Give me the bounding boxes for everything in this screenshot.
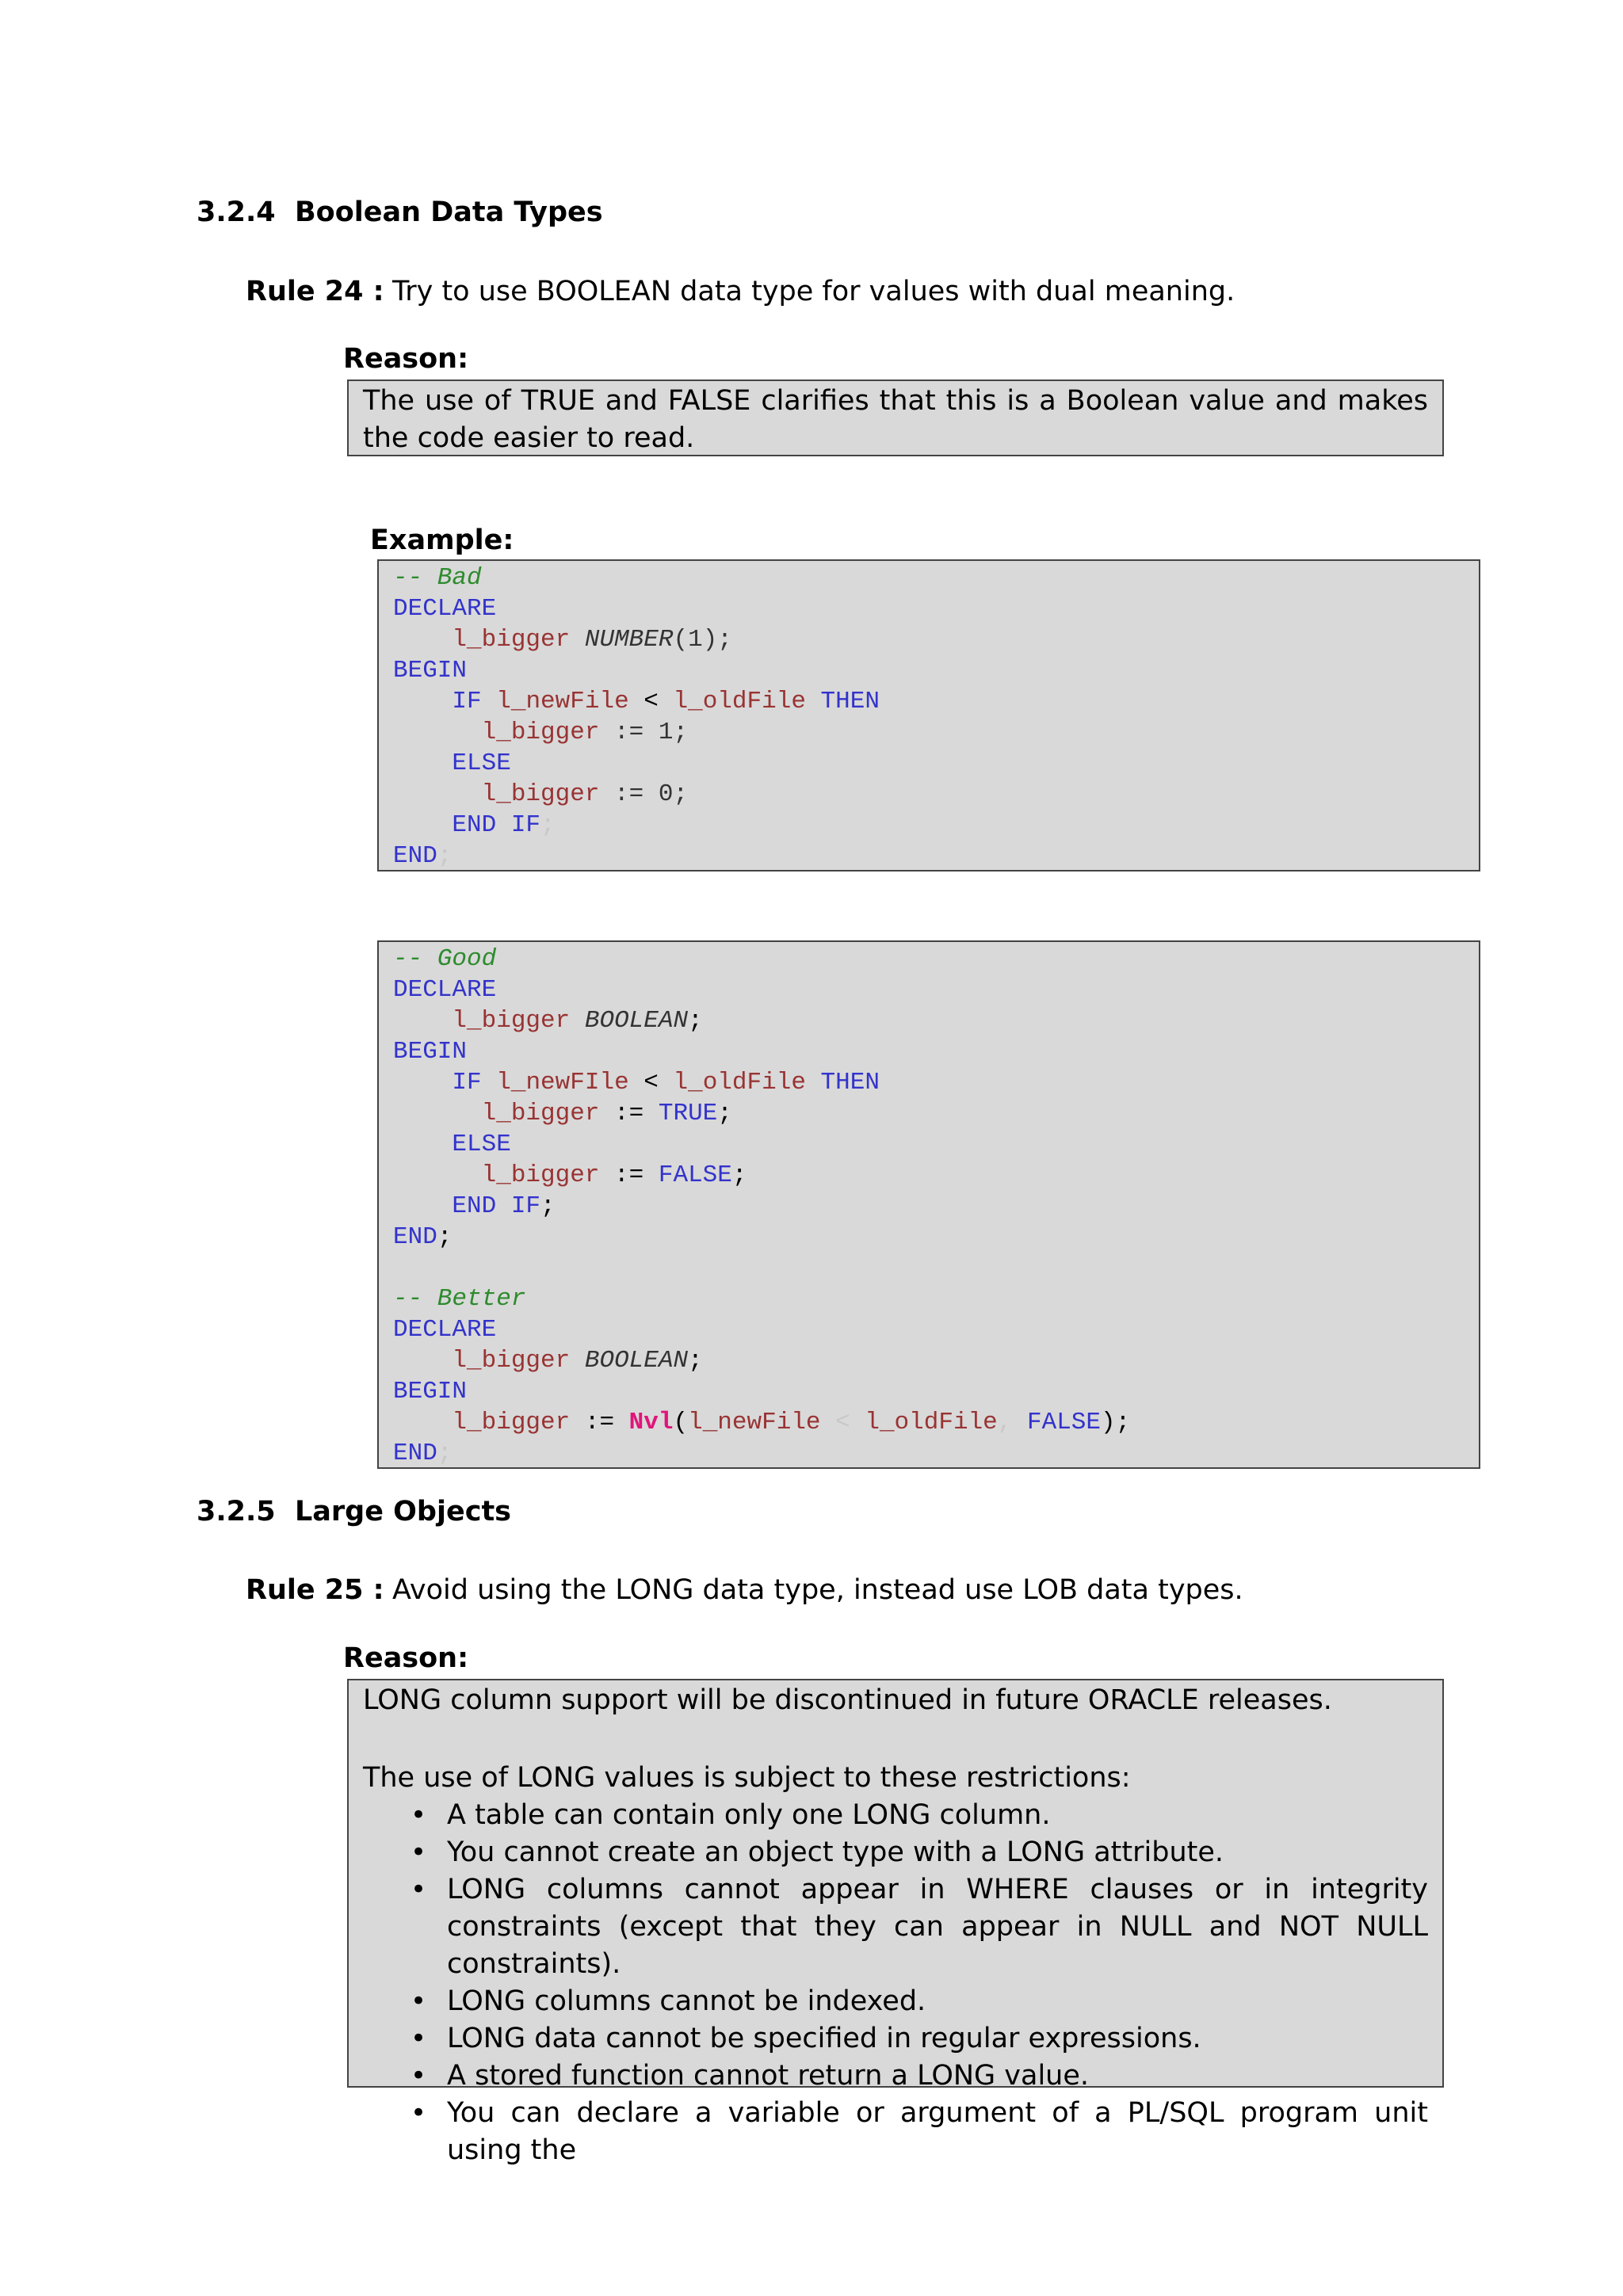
code-line	[393, 1438, 1479, 1469]
code-token: IF	[452, 1069, 482, 1097]
code-token: ELSE	[452, 1131, 511, 1158]
reason-box	[347, 379, 1444, 456]
code-token	[806, 1069, 821, 1097]
list-item: • LONG data cannot be specified in regular expressions.	[349, 2020, 1442, 2058]
code-token: DECLARE	[393, 595, 497, 623]
section-number: 3.2.4	[197, 196, 276, 228]
code-token	[393, 1192, 452, 1220]
code-block-good	[377, 940, 1480, 1469]
code-token: :=	[599, 1100, 659, 1127]
code-token	[393, 688, 452, 715]
code-token: l_bigger	[481, 719, 600, 746]
code-token: ;	[437, 1440, 453, 1467]
code-token	[393, 780, 482, 808]
code-line	[393, 1407, 1479, 1438]
code-line	[393, 944, 1479, 974]
reason-line-1: LONG column support will be discontinued in future ORACLE releases.	[363, 1684, 1332, 1716]
code-token	[570, 1007, 585, 1035]
list-item: • A stored function cannot return a LONG value.	[349, 2058, 1442, 2095]
code-token: FALSE	[1027, 1409, 1102, 1436]
code-token	[806, 688, 821, 715]
code-token: <	[628, 1069, 674, 1097]
code-line	[393, 1098, 1479, 1129]
code-line	[393, 1067, 1479, 1098]
code-token: l_bigger	[481, 1161, 600, 1189]
code-token: FALSE	[658, 1161, 732, 1189]
rule-text: Try to use BOOLEAN data type for values with dual meaning.	[392, 276, 1235, 307]
code-line	[393, 1036, 1479, 1067]
code-line	[393, 1005, 1479, 1036]
code-line	[393, 1129, 1479, 1160]
code-token: l_newFile	[688, 1409, 821, 1436]
section-number: 3.2.5	[197, 1496, 276, 1527]
code-token	[393, 1161, 482, 1189]
code-token: ;	[688, 1347, 703, 1375]
example-label: Example:	[370, 524, 514, 556]
list-item: • A table can contain only one LONG column.	[349, 1797, 1442, 1834]
code-token: ELSE	[452, 749, 511, 777]
list-item: • You cannot create an object type with a LONG attribute.	[349, 1834, 1442, 1871]
code-line	[393, 1283, 1479, 1314]
code-token: DECLARE	[393, 976, 497, 1004]
code-token	[393, 1131, 452, 1158]
code-token: l_bigger	[481, 780, 600, 808]
code-line	[393, 810, 1479, 841]
code-line	[393, 1314, 1479, 1345]
code-token: l_bigger	[452, 1007, 571, 1035]
code-token: BOOLEAN	[584, 1007, 689, 1035]
code-token: -- Better	[393, 1285, 526, 1313]
code-token: ,	[997, 1409, 1027, 1436]
reason-label: Reason:	[343, 1642, 469, 1674]
section-title: Boolean Data Types	[295, 196, 603, 228]
code-token: l_newFile	[496, 688, 629, 715]
code-line	[393, 1376, 1479, 1407]
code-token	[393, 1007, 452, 1035]
code-token	[482, 1069, 497, 1097]
code-token: := 0;	[599, 780, 689, 808]
code-token: THEN	[820, 1069, 880, 1097]
list-item: • LONG columns cannot be indexed.	[349, 1983, 1442, 2020]
code-line	[393, 974, 1479, 1005]
code-line	[393, 593, 1479, 624]
code-token: BOOLEAN	[584, 1347, 689, 1375]
code-token: ;	[437, 1223, 453, 1251]
code-token: l_oldFile	[865, 1409, 998, 1436]
code-token: -- Bad	[393, 564, 482, 592]
code-token	[393, 719, 482, 746]
code-token: l_newFIle	[496, 1069, 629, 1097]
code-line	[393, 1160, 1479, 1191]
code-token: THEN	[820, 688, 880, 715]
code-token	[393, 749, 452, 777]
reason-line-2: The use of LONG values is subject to these restrictions:	[363, 1762, 1131, 1794]
code-token: := 1;	[599, 719, 689, 746]
code-line	[393, 655, 1479, 686]
code-token: NUMBER	[584, 626, 674, 654]
code-token	[482, 688, 497, 715]
code-token: ;	[731, 1161, 747, 1189]
code-line	[393, 717, 1479, 748]
list-item: • LONG columns cannot appear in WHERE clauses or in integrity constraints (except that they can appear in NULL and NOT NULL constraints).	[349, 1871, 1442, 1983]
code-token: END	[393, 1223, 437, 1251]
code-token	[393, 811, 452, 839]
code-token: IF	[452, 688, 482, 715]
code-token: :=	[599, 1161, 659, 1189]
code-token: END	[393, 1440, 437, 1467]
reason-box-long	[347, 1679, 1444, 2166]
code-token: BEGIN	[393, 657, 468, 685]
rule-label: Rule 25 :	[246, 1574, 384, 1606]
code-token: <	[628, 688, 674, 715]
code-token	[393, 626, 452, 654]
reason-text: The use of TRUE and FALSE clarifies that this is a Boolean value and makes the code easier to read.	[363, 385, 1428, 454]
code-line	[393, 1222, 1479, 1253]
code-token: l_oldFile	[673, 1069, 806, 1097]
code-token: END IF	[452, 1192, 541, 1220]
code-token: ;	[688, 1007, 703, 1035]
code-listing	[379, 942, 1479, 1469]
code-block-bad	[377, 559, 1480, 871]
code-token: l_bigger	[452, 626, 571, 654]
code-token: Nvl	[628, 1409, 674, 1436]
code-token	[570, 1347, 585, 1375]
code-token: (1);	[673, 626, 732, 654]
code-token: (	[673, 1409, 689, 1436]
code-token: ;	[540, 1192, 556, 1220]
code-line	[393, 624, 1479, 655]
code-line	[393, 563, 1479, 593]
rule-text: Avoid using the LONG data type, instead use LOB data types.	[392, 1574, 1243, 1606]
code-token	[393, 1100, 482, 1127]
code-token: :=	[570, 1409, 629, 1436]
code-line	[393, 1191, 1479, 1222]
code-token	[570, 626, 585, 654]
code-token: l_bigger	[452, 1409, 571, 1436]
code-token: BEGIN	[393, 1038, 468, 1066]
restrictions-list	[349, 1797, 1442, 2169]
code-token	[393, 1069, 452, 1097]
code-token: l_bigger	[452, 1347, 571, 1375]
code-token: ;	[437, 842, 453, 870]
code-token: END IF	[452, 811, 541, 839]
code-line	[393, 686, 1479, 717]
code-token: l_bigger	[481, 1100, 600, 1127]
code-token: TRUE	[658, 1100, 718, 1127]
code-token: l_oldFile	[673, 688, 806, 715]
code-token: BEGIN	[393, 1378, 468, 1405]
code-token: END	[393, 842, 437, 870]
code-token: <	[820, 1409, 865, 1436]
rule-label: Rule 24 :	[246, 276, 384, 307]
list-item: • You can declare a variable or argument of a PL/SQL program unit using the	[349, 2095, 1442, 2169]
code-line	[393, 748, 1479, 779]
code-token	[393, 1409, 452, 1436]
code-line	[393, 1253, 1479, 1283]
blank-line	[349, 1719, 1442, 1758]
code-listing	[379, 561, 1479, 871]
code-token: ;	[540, 811, 556, 839]
code-line	[393, 1345, 1479, 1376]
section-title: Large Objects	[295, 1496, 512, 1527]
code-token: -- Good	[393, 945, 497, 973]
code-token: ;	[717, 1100, 732, 1127]
code-token: );	[1101, 1409, 1131, 1436]
code-token: DECLARE	[393, 1316, 497, 1344]
code-token	[393, 1347, 452, 1375]
reason-label: Reason:	[343, 343, 469, 375]
code-line	[393, 779, 1479, 810]
code-line	[393, 841, 1479, 871]
